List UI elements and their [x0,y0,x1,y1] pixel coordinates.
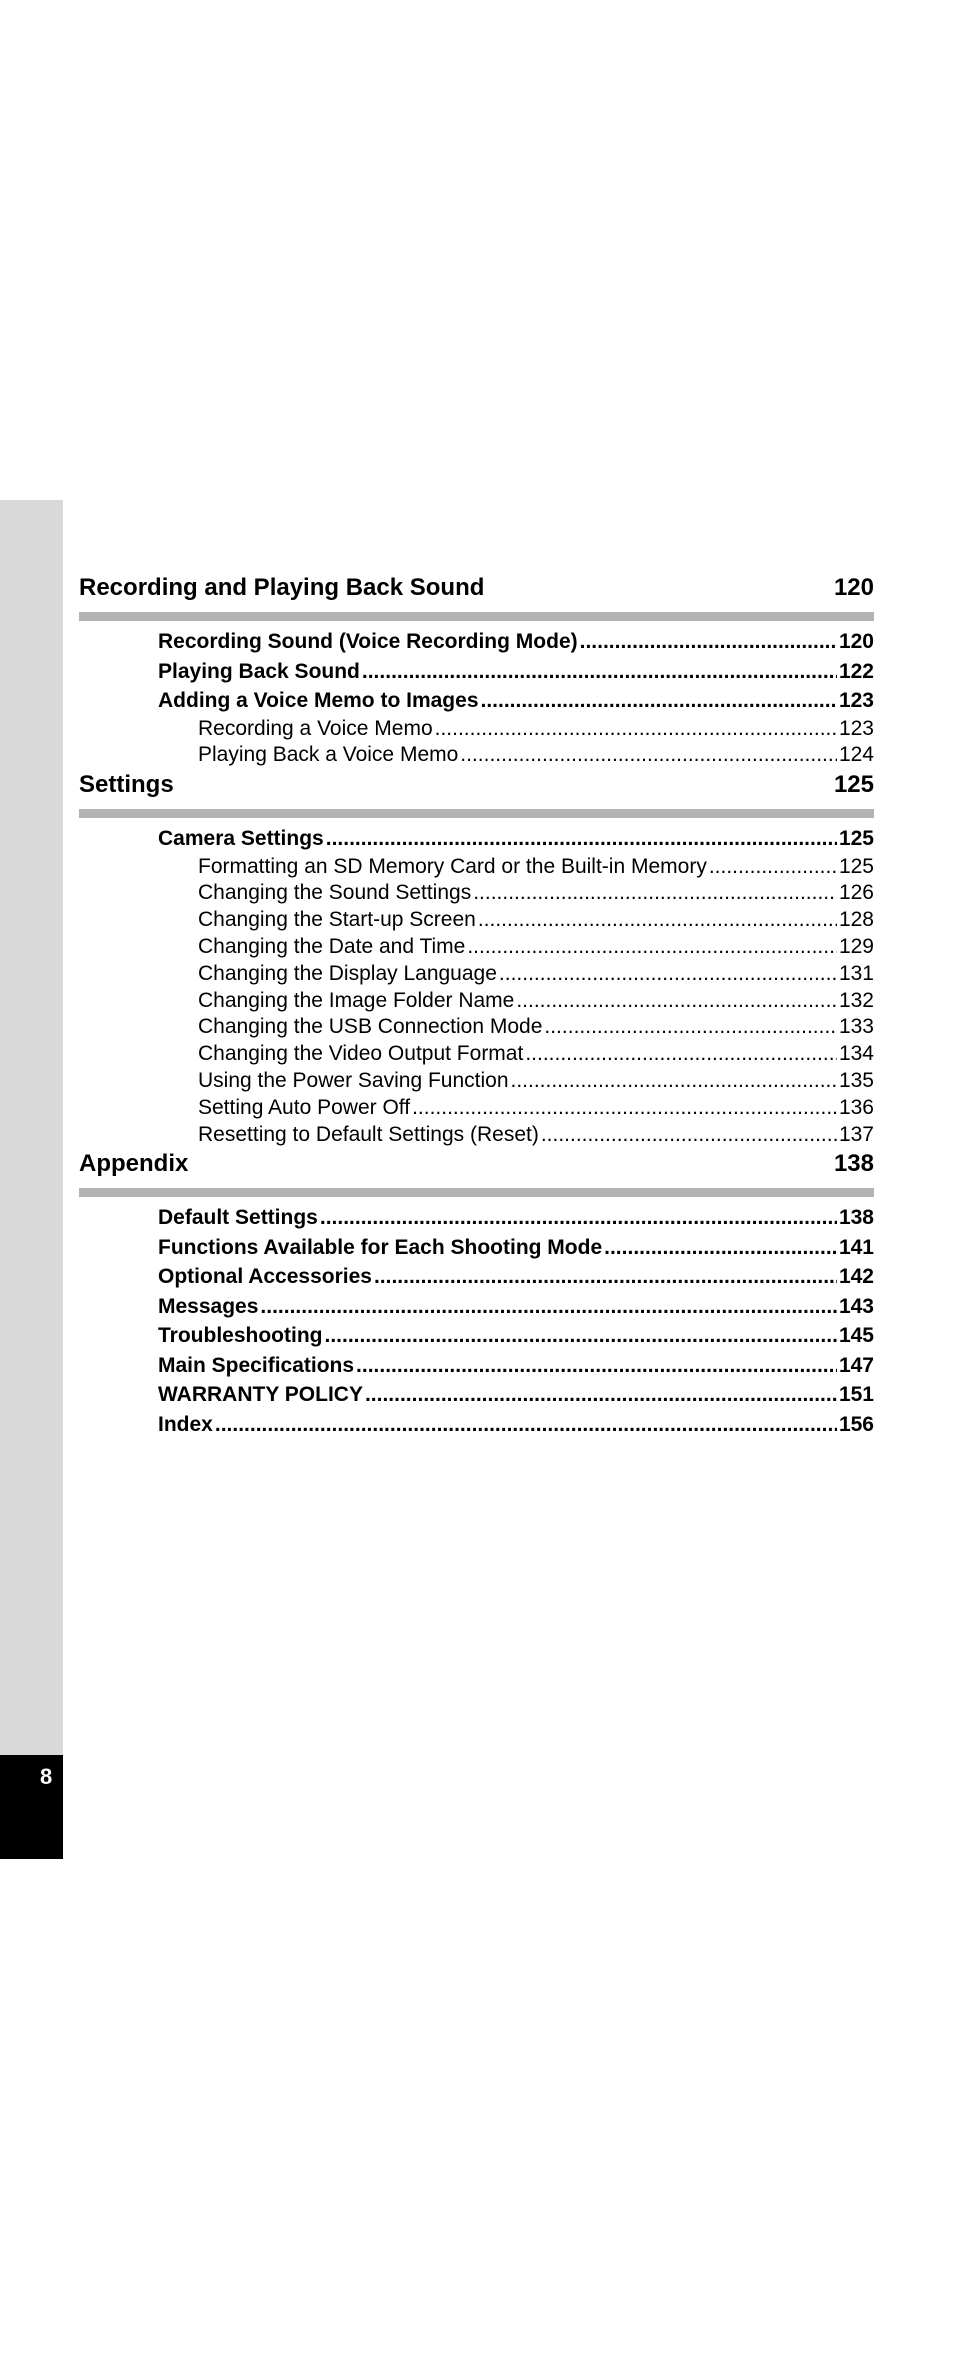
dot-leader [511,1068,837,1095]
section-page: 125 [833,771,874,799]
dot-leader [516,988,837,1015]
dot-leader [460,742,837,769]
entry-title: Setting Auto Power Off [198,1095,411,1119]
entry-page: 128 [838,908,874,932]
section-title: Recording and Playing Back Sound [79,574,485,601]
dot-leader [499,961,837,988]
toc-entry[interactable] [79,854,874,881]
dot-leader [481,686,837,716]
entry-page: 124 [838,743,874,767]
section-page: 120 [833,574,874,601]
toc-entry[interactable] [79,934,874,961]
section-divider [79,1188,874,1197]
section-heading[interactable] [79,572,874,604]
toc-entry[interactable] [79,988,874,1015]
entry-title: Adding a Voice Memo to Images [158,689,479,712]
entry-title: Recording a Voice Memo [198,716,433,740]
entry-title: WARRANTY POLICY [158,1383,363,1407]
section-divider [79,612,874,621]
entry-title: Playing Back a Voice Memo [198,743,459,767]
toc-entry[interactable] [79,686,874,716]
entry-page: 132 [838,988,874,1012]
entry-page: 156 [838,1412,874,1436]
entry-page: 137 [838,1122,874,1146]
entry-page: 143 [838,1294,874,1318]
toc-entry[interactable] [79,1041,874,1068]
toc-entry[interactable] [79,1095,874,1122]
entry-page: 141 [838,1235,874,1259]
entry-title: Default Settings [158,1206,318,1230]
entry-title: Functions Available for Each Shooting Mode [158,1235,603,1259]
dot-leader [356,1351,837,1381]
entry-page: 125 [838,827,874,851]
dot-leader [541,1122,837,1149]
dot-leader [215,1410,837,1440]
section-heading[interactable] [79,769,874,801]
entry-page: 129 [838,934,874,958]
toc-entry[interactable] [79,1321,874,1351]
dot-leader [544,1014,837,1041]
entry-title: Changing the Start-up Screen [198,908,476,932]
table-of-contents [79,572,874,1439]
entry-page: 131 [838,961,874,985]
page-number-tab [0,1755,63,1859]
section-entries [79,1203,874,1439]
entry-title: Changing the Video Output Format [198,1042,524,1066]
entry-page: 122 [838,659,874,683]
entry-title: Main Specifications [158,1353,355,1377]
entry-title: Resetting to Default Settings (Reset) [198,1122,539,1146]
entry-page: 145 [838,1324,874,1348]
entry-title: Index [158,1412,213,1436]
toc-entry[interactable] [79,627,874,657]
toc-entry[interactable] [79,880,874,907]
entry-page: 126 [838,881,874,905]
dot-leader [326,824,837,854]
toc-section [79,769,874,1148]
section-title: Appendix [79,1150,189,1178]
section-page: 138 [833,1150,874,1178]
entry-page: 120 [838,630,874,653]
dot-leader [374,1262,837,1292]
entry-page: 151 [838,1383,874,1407]
entry-title: Changing the USB Connection Mode [198,1015,543,1039]
dot-leader [580,627,837,657]
dot-leader [260,1292,837,1322]
dot-leader [365,1380,837,1410]
toc-entry[interactable] [79,907,874,934]
toc-entry[interactable] [79,1380,874,1410]
dot-leader [604,1233,837,1263]
entry-title: Recording Sound (Voice Recording Mode) [158,630,578,653]
toc-section [79,572,874,769]
entry-title: Changing the Image Folder Name [198,988,515,1012]
side-tab [0,500,63,1755]
toc-entry[interactable] [79,1262,874,1292]
section-entries [79,627,874,769]
toc-entry[interactable] [79,1068,874,1095]
toc-entry[interactable] [79,1410,874,1440]
toc-entry[interactable] [79,716,874,743]
toc-entry[interactable] [79,657,874,687]
entry-page: 136 [838,1095,874,1119]
dot-leader [467,934,837,961]
dot-leader [525,1041,837,1068]
page-number: 8 [40,1764,53,1789]
entry-title: Changing the Date and Time [198,934,466,958]
entry-title: Optional Accessories [158,1265,372,1289]
toc-entry[interactable] [79,1351,874,1381]
entry-page: 138 [838,1206,874,1230]
entry-page: 123 [838,716,874,740]
dot-leader [320,1203,837,1233]
toc-entry[interactable] [79,961,874,988]
entry-title: Camera Settings [158,827,324,851]
entry-page: 133 [838,1015,874,1039]
entry-page: 147 [838,1353,874,1377]
entry-title: Using the Power Saving Function [198,1068,509,1092]
dot-leader [473,880,837,907]
dot-leader [478,907,837,934]
toc-entry[interactable] [79,1233,874,1263]
toc-entry[interactable] [79,824,874,854]
dot-leader [435,716,837,743]
toc-entry[interactable] [79,1122,874,1149]
dot-leader [362,657,837,687]
toc-entry[interactable] [79,1014,874,1041]
entry-page: 134 [838,1042,874,1066]
section-entries [79,824,874,1148]
dot-leader [709,854,837,881]
section-divider [79,809,874,818]
toc-entry[interactable] [79,742,874,769]
section-heading[interactable] [79,1148,874,1180]
section-title: Settings [79,771,174,799]
entry-page: 135 [838,1068,874,1092]
entry-page: 123 [838,689,874,712]
dot-leader [412,1095,837,1122]
toc-entry[interactable] [79,1292,874,1322]
dot-leader [324,1321,836,1351]
toc-section [79,1148,874,1439]
entry-title: Messages [158,1294,259,1318]
entry-page: 142 [838,1265,874,1289]
entry-title: Changing the Display Language [198,961,497,985]
entry-title: Playing Back Sound [158,659,360,683]
entry-title: Formatting an SD Memory Card or the Built-in Memory [198,854,707,878]
entry-page: 125 [838,854,874,878]
toc-entry[interactable] [79,1203,874,1233]
entry-title: Troubleshooting [158,1324,323,1348]
entry-title: Changing the Sound Settings [198,881,472,905]
